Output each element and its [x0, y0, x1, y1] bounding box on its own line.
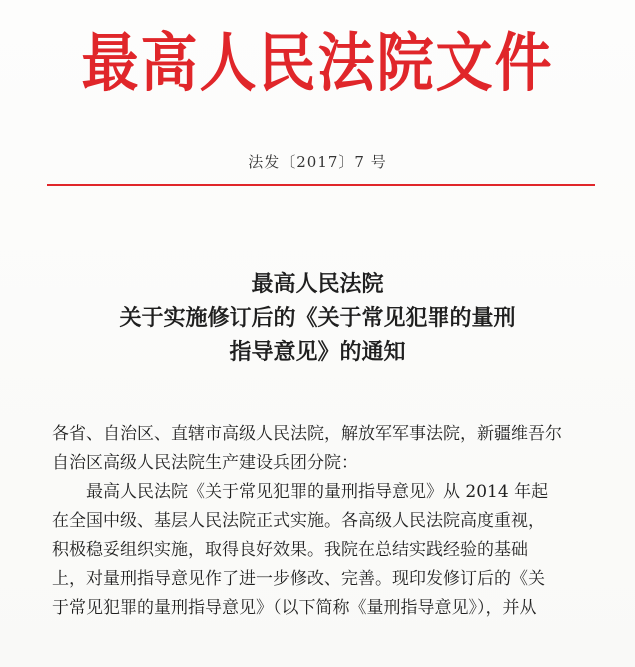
title-line-3: 指导意见》的通知 — [229, 340, 406, 365]
title-line-1: 最高人民法院 — [251, 272, 384, 297]
paragraph-line-5: 于常见犯罪的量刑指导意见》（以下简称《量刑指导意见》），并从 — [52, 598, 537, 618]
recipients-line-2: 自治区高级人民法院生产建设兵团分院： — [52, 453, 358, 473]
red-divider-line — [47, 184, 595, 186]
document-title — [0, 268, 635, 370]
paragraph-line-1: 最高人民法院《关于常见犯罪的量刑指导意见》从 2014 年起 — [86, 482, 549, 502]
recipients-line-1: 各省、自治区、直辖市高级人民法院，解放军军事法院，新疆维吾尔 — [52, 424, 562, 444]
document-body — [52, 420, 584, 623]
paragraph-line-3: 积极稳妥组织实施，取得良好效果。我院在总结实践经验的基础 — [52, 540, 528, 560]
issuing-authority-header: 最高人民法院文件 — [81, 26, 554, 101]
document-number: 法发〔2017〕7 号 — [248, 153, 387, 171]
title-line-2: 关于实施修订后的《关于常见犯罪的量刑 — [119, 306, 516, 331]
paragraph-line-4: 上，对量刑指导意见作了进一步修改、完善。现印发修订后的《关 — [52, 569, 545, 589]
paragraph-line-2: 在全国中级、基层人民法院正式实施。各高级人民法院高度重视， — [52, 511, 545, 531]
